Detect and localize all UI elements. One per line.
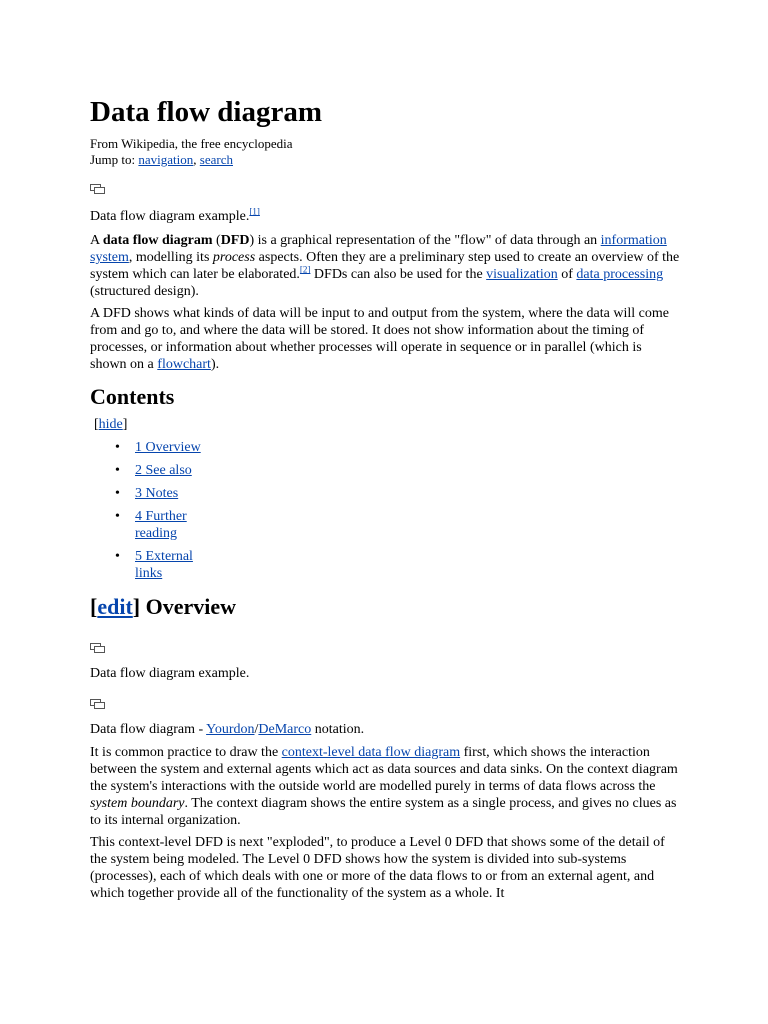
toc-item bbox=[90, 439, 210, 456]
text: DFDs can also be used for the bbox=[310, 267, 487, 282]
text: , modelling its bbox=[128, 250, 213, 265]
yourdon-link[interactable]: Yourdon bbox=[206, 722, 255, 737]
separator: , bbox=[193, 152, 200, 167]
text: first, which shows the interaction between the system and external agents which act as data sources and data sinks. On the context diagram the system's interactions with the outside world are modelled purely in terms of data flows across the bbox=[90, 745, 678, 794]
information-system-link[interactable]: information system bbox=[90, 233, 667, 265]
toc-toggle bbox=[94, 416, 127, 433]
edit-section-link[interactable]: edit bbox=[97, 594, 133, 619]
text: ) is a graphical representation of the "flow" of data through an bbox=[249, 233, 601, 248]
acronym-bold: DFD bbox=[220, 233, 250, 248]
toc-link-external-links[interactable]: 5 External links bbox=[135, 549, 193, 581]
overview-paragraph-1 bbox=[90, 744, 680, 829]
text: Data flow diagram - bbox=[90, 722, 207, 737]
from-line: From Wikipedia, the free encyclopedia bbox=[90, 136, 293, 151]
bracket: [ bbox=[90, 594, 98, 619]
caption-text: Data flow diagram example. bbox=[90, 209, 250, 224]
toc-link-further-reading[interactable]: 4 Further reading bbox=[135, 509, 187, 541]
data-processing-link[interactable]: data processing bbox=[576, 267, 664, 282]
text: of bbox=[557, 267, 577, 282]
text: It is common practice to draw the bbox=[90, 745, 282, 760]
term-bold: data flow diagram bbox=[102, 233, 213, 248]
text: . The context diagram shows the entire system as a single process, and gives no clues as to its internal organization. bbox=[90, 796, 677, 828]
italic-text: system boundary bbox=[90, 796, 185, 811]
toc-item bbox=[90, 485, 210, 502]
reference-link[interactable]: [1] bbox=[249, 206, 260, 217]
text: A DFD shows what kinds of data will be input to and output from the system, where the data will come from and go to, and where the data will be stored. It does not show information about the timing of processes, or information about whether processes will operate in sequence or in parallel (which is shown on a bbox=[90, 306, 669, 372]
section-title: Overview bbox=[140, 594, 237, 619]
toc-link-notes[interactable]: 3 Notes bbox=[135, 486, 179, 501]
text: (structured design). bbox=[90, 284, 199, 299]
toc-item bbox=[90, 548, 210, 582]
hide-toc-link[interactable]: hide bbox=[98, 417, 123, 432]
overview-paragraph-2: This context-level DFD is next "exploded", to produce a Level 0 DFD that shows some of the detail of the system being modeled. The Level 0 DFD shows how the system is divided into sub-systems (processes), each of which deals with one or more of the data flows to or from an external agent, and which together provide all of the functionality of the system as a whole. It bbox=[90, 835, 665, 901]
toc-list bbox=[90, 439, 210, 582]
demarco-link[interactable]: DeMarco bbox=[258, 722, 312, 737]
flowchart-link[interactable]: flowchart bbox=[157, 357, 211, 372]
figure-caption: Data flow diagram example. bbox=[90, 666, 250, 681]
text: ( bbox=[212, 233, 221, 248]
italic-text: process bbox=[212, 250, 256, 265]
visualization-link[interactable]: visualization bbox=[486, 267, 558, 282]
image-placeholder-icon[interactable] bbox=[90, 643, 104, 652]
figure-caption bbox=[90, 208, 260, 225]
text: aspects. Often they are a preliminary step used to create an overview of the system which can later be elaborated. bbox=[90, 250, 680, 282]
intro-paragraph-2 bbox=[90, 305, 680, 373]
context-level-dfd-link[interactable]: context-level data flow diagram bbox=[281, 745, 461, 760]
navigation-link[interactable]: navigation bbox=[138, 152, 194, 167]
reference-link[interactable]: [2] bbox=[299, 264, 311, 275]
page-title: Data flow diagram bbox=[90, 96, 322, 128]
text: ). bbox=[210, 357, 220, 372]
toc-item bbox=[90, 508, 210, 542]
contents-heading: Contents bbox=[90, 384, 175, 409]
image-placeholder-icon[interactable] bbox=[90, 699, 104, 708]
jump-to bbox=[90, 152, 292, 168]
image-placeholder-icon[interactable] bbox=[90, 184, 104, 193]
bracket: ] bbox=[132, 594, 141, 619]
text: notation. bbox=[311, 722, 365, 737]
toc-item bbox=[90, 462, 210, 479]
bracket: [ bbox=[94, 417, 99, 432]
jump-to-label: Jump to: bbox=[90, 152, 139, 167]
toc-link-see-also[interactable]: 2 See also bbox=[135, 463, 192, 478]
bracket: ] bbox=[122, 417, 128, 432]
figure-caption bbox=[90, 721, 364, 738]
search-link[interactable]: search bbox=[199, 152, 233, 167]
overview-heading bbox=[90, 594, 236, 620]
text: A bbox=[90, 233, 103, 248]
article-subtitle bbox=[90, 136, 292, 168]
toc-link-overview[interactable]: 1 Overview bbox=[135, 440, 201, 455]
text: / bbox=[254, 722, 259, 737]
intro-paragraph bbox=[90, 232, 680, 300]
